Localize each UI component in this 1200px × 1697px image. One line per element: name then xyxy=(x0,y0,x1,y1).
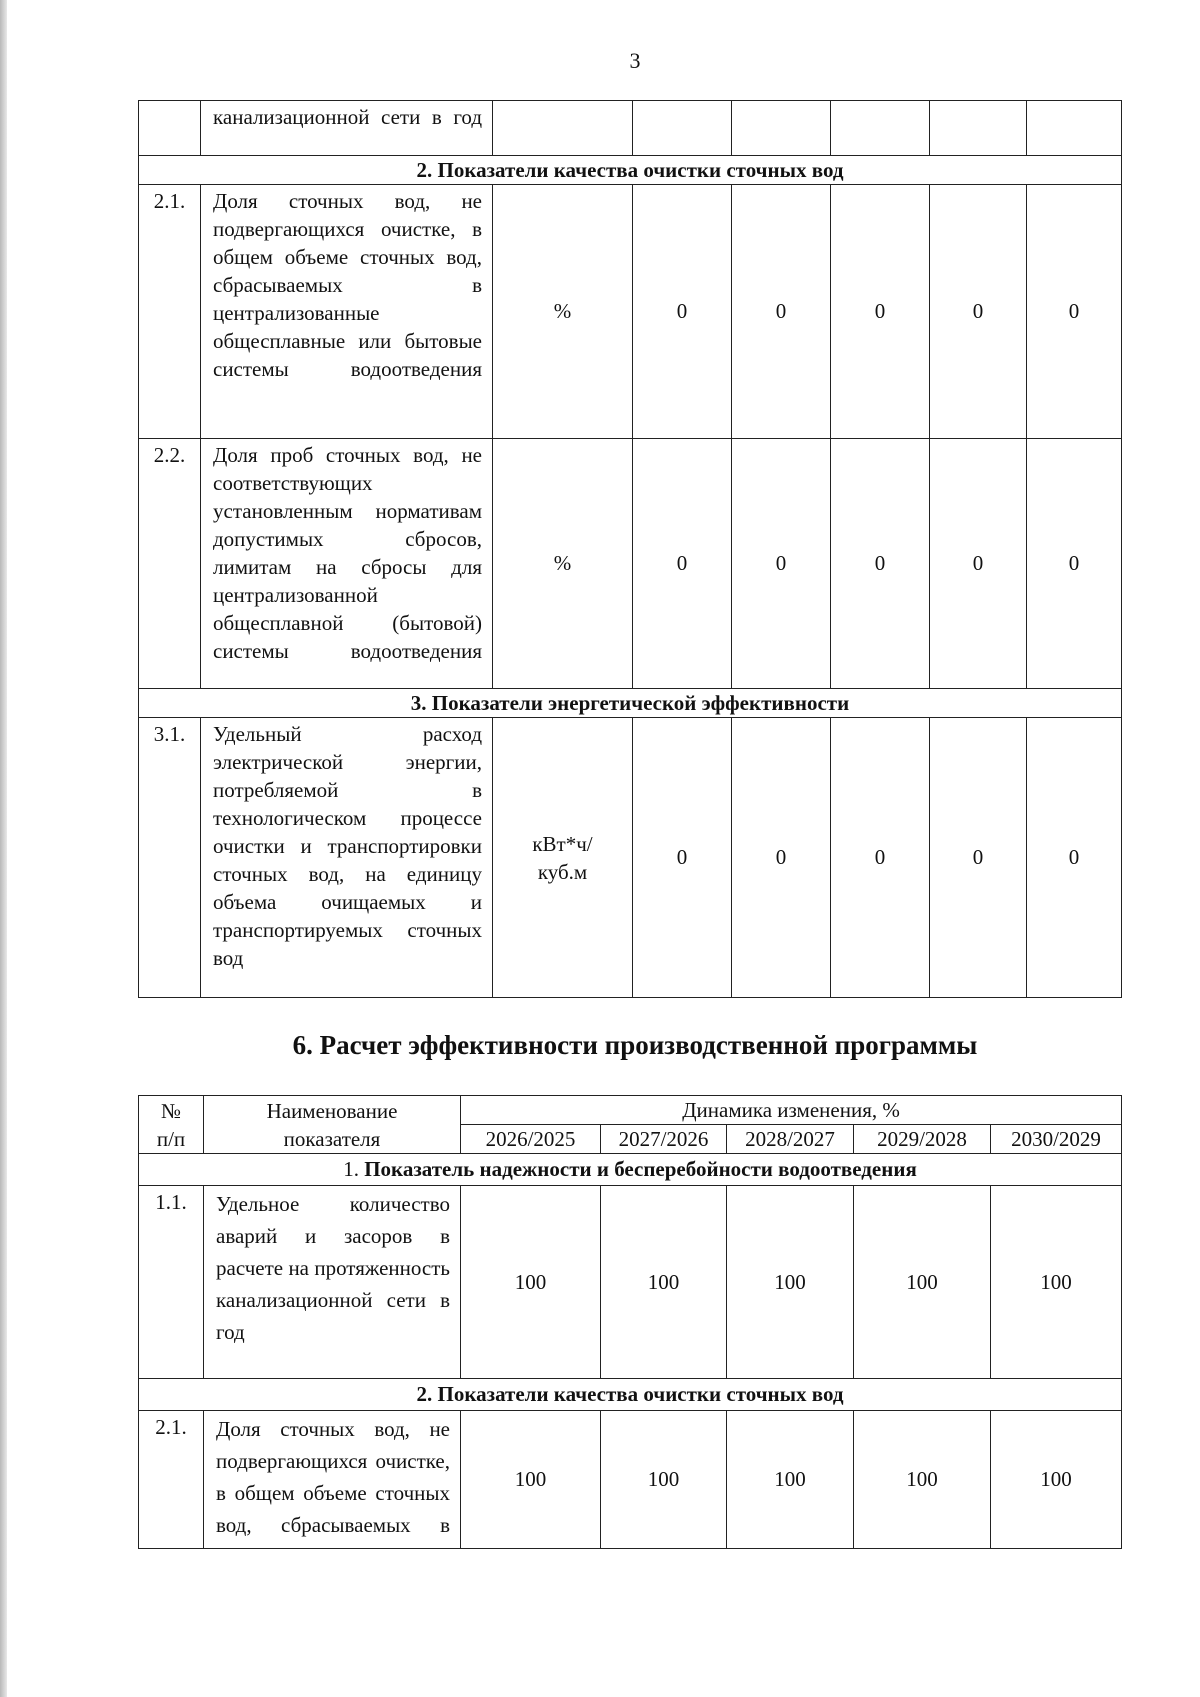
header-name-line: Наименование xyxy=(266,1098,398,1123)
indicator-name: Доля сточных вод, не подвергающихся очистке, в общем объеме сточных вод, сбрасываемых в xyxy=(204,1411,461,1549)
indicator-name: Удельное количество аварий и засоров в расчете на протяженность канализационной сети в год xyxy=(204,1186,461,1379)
indicators-table xyxy=(138,100,1122,998)
value-cell: 0 xyxy=(1027,185,1122,439)
unit-cell xyxy=(493,101,633,156)
row-number: 2.1. xyxy=(139,1411,204,1549)
page-number: 3 xyxy=(629,48,641,73)
value-cell: 0 xyxy=(930,439,1027,689)
table-row xyxy=(139,439,1122,689)
unit-cell xyxy=(493,718,633,998)
value-cell: 100 xyxy=(854,1411,991,1549)
row-number: 2.2. xyxy=(139,439,201,689)
value-cell: 100 xyxy=(854,1186,991,1379)
row-number: 1.1. xyxy=(139,1186,204,1379)
header-period: 2027/2026 xyxy=(601,1125,727,1154)
section-number: 1. xyxy=(343,1157,359,1181)
row-number-cell xyxy=(139,101,201,156)
indicator-name: канализационной сети в год xyxy=(201,101,493,156)
value-cell: 0 xyxy=(1027,718,1122,998)
value-cell: 100 xyxy=(461,1186,601,1379)
header-number-line: п/п xyxy=(156,1126,186,1151)
section-title-text: Показатель надежности и бесперебойности водоотведения xyxy=(364,1157,917,1181)
value-cell: 0 xyxy=(732,185,831,439)
header-period: 2029/2028 xyxy=(854,1125,991,1154)
unit-cell: % xyxy=(493,439,633,689)
header-name-line: показателя xyxy=(283,1126,381,1151)
row-number: 2.1. xyxy=(139,185,201,439)
section-row xyxy=(139,689,1122,718)
section-row xyxy=(139,1379,1122,1411)
header-number-line: № xyxy=(160,1098,182,1123)
header-row xyxy=(139,1096,1122,1125)
value-cell: 100 xyxy=(727,1186,854,1379)
header-period: 2028/2027 xyxy=(727,1125,854,1154)
indicator-name: Удельный расход электрической энергии, потребляемой в технологическом процессе очистки и транспортировки сточных вод, на единицу объема очищаемых и транспортируемых сточных вод xyxy=(201,718,493,998)
section-row xyxy=(139,156,1122,185)
value-cell xyxy=(1027,101,1122,156)
table-row xyxy=(139,185,1122,439)
header-name xyxy=(204,1096,461,1154)
value-cell: 0 xyxy=(633,185,732,439)
value-cell: 0 xyxy=(831,185,930,439)
scan-edge xyxy=(0,0,7,1697)
header-dynamics: Динамика изменения, % xyxy=(461,1096,1122,1125)
value-cell: 0 xyxy=(732,439,831,689)
indicator-name: Доля проб сточных вод, не соответствующих установленным нормативам допустимых сбросов, лимитам на сбросы для централизованной общесплавной (бытовой) системы водоотведения xyxy=(201,439,493,689)
value-cell: 0 xyxy=(633,439,732,689)
header-number xyxy=(139,1096,204,1154)
unit-line: кВт*ч/ xyxy=(532,831,593,856)
table-row xyxy=(139,1186,1122,1379)
value-cell xyxy=(831,101,930,156)
value-cell xyxy=(930,101,1027,156)
value-cell: 0 xyxy=(831,718,930,998)
efficiency-table xyxy=(138,1095,1122,1549)
header-period: 2030/2029 xyxy=(991,1125,1122,1154)
value-cell: 100 xyxy=(601,1186,727,1379)
value-cell: 0 xyxy=(930,185,1027,439)
header-period: 2026/2025 xyxy=(461,1125,601,1154)
unit-line: куб.м xyxy=(537,859,588,884)
value-cell: 100 xyxy=(991,1186,1122,1379)
indicator-name: Доля сточных вод, не подвергающихся очистке, в общем объеме сточных вод, сбрасываемых в централизованные общесплавные или бытовые системы водоотведения xyxy=(201,185,493,439)
value-cell: 100 xyxy=(991,1411,1122,1549)
value-cell: 0 xyxy=(732,718,831,998)
section-title: 2. Показатели качества очистки сточных вод xyxy=(139,1379,1122,1411)
value-cell: 0 xyxy=(831,439,930,689)
value-cell: 100 xyxy=(727,1411,854,1549)
section-title: 3. Показатели энергетической эффективности xyxy=(139,689,1122,718)
unit-cell: % xyxy=(493,185,633,439)
value-cell: 0 xyxy=(1027,439,1122,689)
table-row xyxy=(139,1411,1122,1549)
row-number: 3.1. xyxy=(139,718,201,998)
value-cell xyxy=(732,101,831,156)
value-cell: 0 xyxy=(930,718,1027,998)
table-row xyxy=(139,718,1122,998)
section-row xyxy=(139,1154,1122,1186)
section-heading: 6. Расчет эффективности производственной программы xyxy=(292,1030,978,1060)
section-title: 2. Показатели качества очистки сточных вод xyxy=(139,156,1122,185)
value-cell: 0 xyxy=(633,718,732,998)
value-cell: 100 xyxy=(461,1411,601,1549)
table-row xyxy=(139,101,1122,156)
value-cell xyxy=(633,101,732,156)
section-title xyxy=(139,1154,1122,1186)
value-cell: 100 xyxy=(601,1411,727,1549)
